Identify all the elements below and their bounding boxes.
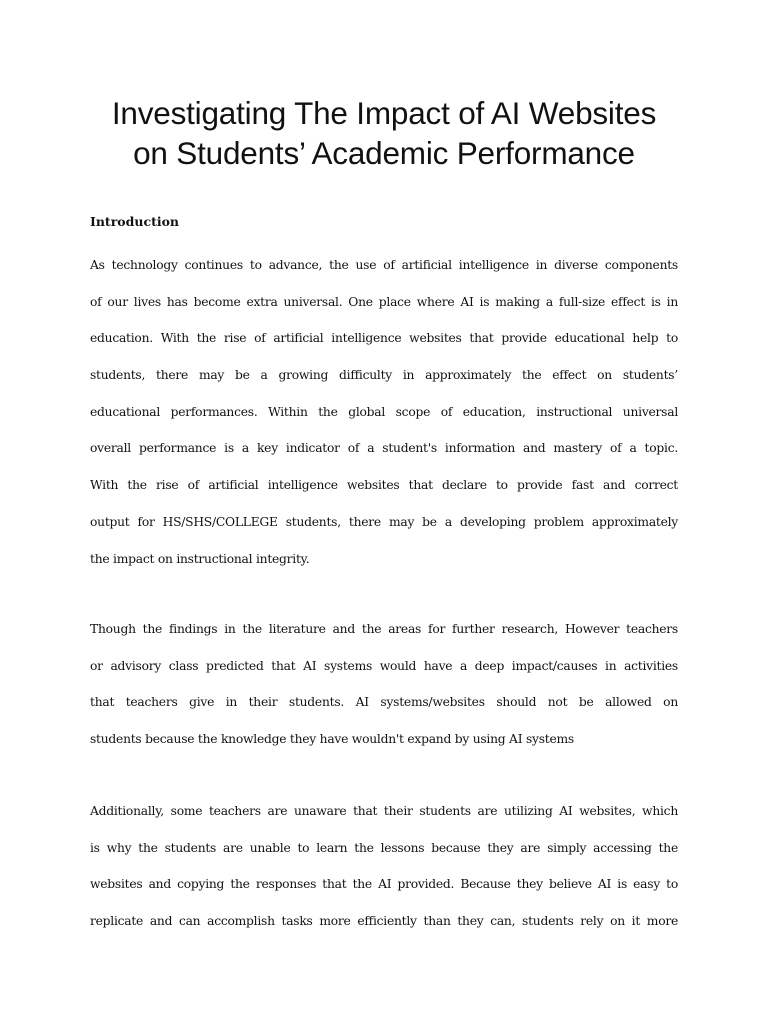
paragraph-line: websites and copying the responses that the AI provided. Because they believe AI is easy to xyxy=(90,877,678,892)
paragraph-line: or advisory class predicted that AI systems would have a deep impact/causes in activities xyxy=(90,658,678,673)
paragraph-line: students, there may be a growing difficulty in approximately the effect on students’ xyxy=(90,368,678,383)
paragraph-line: As technology continues to advance, the use of artificial intelligence in diverse components xyxy=(90,258,678,272)
paragraph-line: overall performance is a key indicator of a student's information and mastery of a topic. xyxy=(90,441,678,456)
paragraph-2 xyxy=(90,620,678,767)
paragraph-line: Additionally, some teachers are unaware that their students are utilizing AI websites, which xyxy=(90,804,678,818)
paragraph-line: is why the students are unable to learn the lessons because they are simply accessing the xyxy=(90,840,678,855)
paragraph-line: Though the findings in the literature and the areas for further research, However teachers xyxy=(90,622,678,636)
section-heading-introduction: Introduction xyxy=(90,214,180,229)
paragraph-line: educational performances. Within the global scope of education, instructional universal xyxy=(90,404,678,419)
paragraph-line: of our lives has become extra universal. One place where AI is making a full-size effect is in xyxy=(90,294,678,309)
paragraph-line: education. With the rise of artificial intelligence websites that provide educational help to xyxy=(90,331,678,346)
paragraph-line: that teachers give in their students. AI systems/websites should not be allowed on xyxy=(90,695,678,710)
paragraph-line: the impact on instructional integrity. xyxy=(90,551,310,566)
paragraph-3 xyxy=(90,802,678,949)
paragraph-line: output for HS/SHS/COLLEGE students, there may be a developing problem approximately xyxy=(90,514,678,529)
paragraph-line: With the rise of artificial intelligence websites that declare to provide fast and correct xyxy=(90,478,678,493)
paragraph-line: replicate and can accomplish tasks more efficiently than they can, students rely on it more xyxy=(90,914,678,929)
document-title-line: on Students’ Academic Performance xyxy=(133,135,635,171)
paragraph-line: students because the knowledge they have wouldn't expand by using AI systems xyxy=(90,732,574,747)
document-title-line: Investigating The Impact of AI Websites xyxy=(111,95,657,131)
document-title xyxy=(60,93,708,173)
paragraph-1 xyxy=(90,256,678,586)
